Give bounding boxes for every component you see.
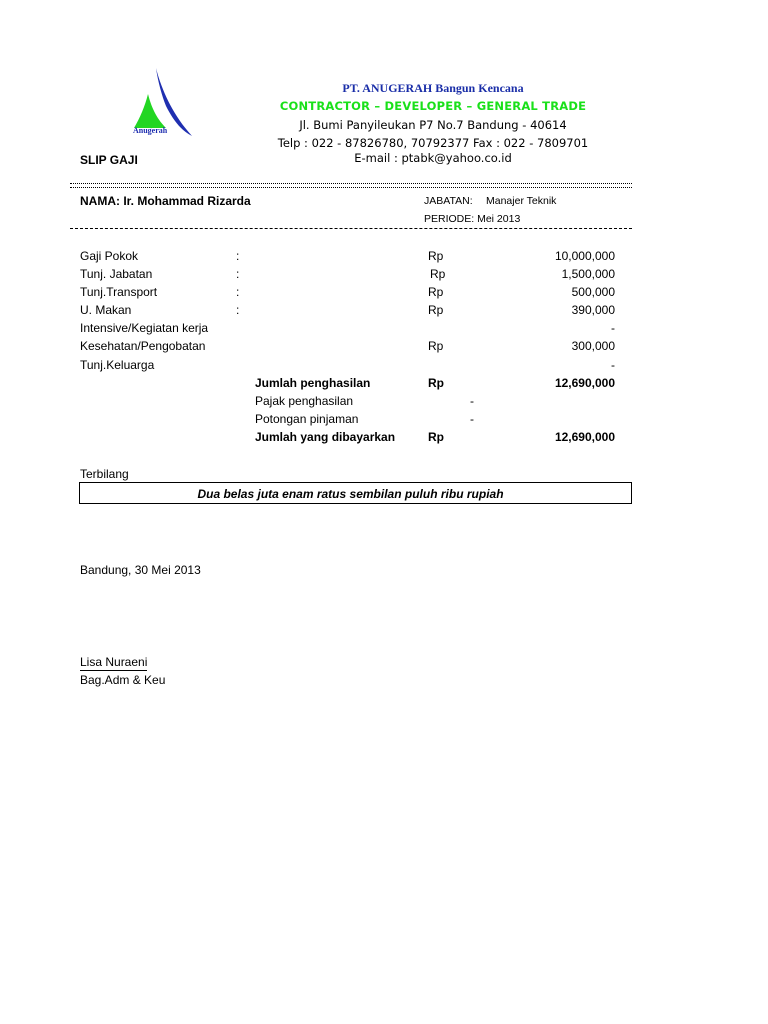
income-label: U. Makan [80,303,132,317]
total-income-amount: 12,690,000 [554,376,615,390]
income-amount: 500,000 [571,285,615,299]
net-pay-label: Jumlah yang dibayarkan [255,430,396,444]
net-pay-currency: Rp [428,430,444,444]
amount-words-label: Terbilang [80,467,129,481]
place-date: Bandung, 30 Mei 2013 [80,563,201,577]
signatory-name: Lisa Nuraeni [80,655,148,669]
signatory-title: Bag.Adm & Keu [80,673,166,687]
position-value: Manajer Teknik [486,195,557,207]
income-colon: : [236,303,240,317]
income-currency: Rp [430,267,446,281]
net-pay-amount: 12,690,000 [554,430,615,444]
income-label: Gaji Pokok [80,249,139,263]
income-amount: - [611,358,615,372]
company-email: E-mail : ptabk@yahoo.co.id [354,151,512,165]
position-label: JABATAN: [424,195,473,207]
company-tagline: CONTRACTOR – DEVELOPER – GENERAL TRADE [279,99,587,113]
income-amount: 390,000 [571,303,615,317]
loan-value: - [470,412,474,426]
header-divider-top [70,183,632,184]
company-name: PT. ANUGERAH Bangun Kencana [342,81,524,95]
loan-label: Potongan pinjaman [255,412,359,426]
amount-words-box [79,482,632,504]
income-label: Tunj. Jabatan [80,267,153,281]
total-income-currency: Rp [428,376,444,390]
income-label: Tunj.Keluarga [80,358,155,372]
income-currency: Rp [428,249,444,263]
company-logo [128,66,198,142]
income-currency: Rp [428,339,444,353]
company-address: Jl. Bumi Panyileukan P7 No.7 Bandung - 40614 [299,118,567,132]
period: PERIODE: Mei 2013 [424,213,521,225]
income-colon: : [236,267,240,281]
amount-words: Dua belas juta enam ratus sembilan puluh ribu rupiah [197,487,504,501]
tax-value: - [470,394,474,408]
income-label: Intensive/Kegiatan kerja [80,321,209,335]
info-divider [70,228,632,229]
income-amount: 300,000 [571,339,615,353]
income-amount: - [611,321,615,335]
logo-text: Anugerah [133,126,168,135]
income-label: Tunj.Transport [80,285,158,299]
income-colon: : [236,285,240,299]
document-title: SLIP GAJI [80,153,138,167]
company-phone: Telp : 022 - 87826780, 70792377 Fax : 022 - 7809701 [277,136,589,150]
header-divider-bottom [70,187,632,188]
income-colon: : [236,249,240,263]
income-label: Kesehatan/Pengobatan [80,339,206,353]
total-income-label: Jumlah penghasilan [255,376,371,390]
employee-name: NAMA: Ir. Mohammad Rizarda [80,194,251,208]
income-amount: 10,000,000 [554,249,615,263]
income-currency: Rp [428,303,444,317]
income-amount: 1,500,000 [561,267,615,281]
tax-label: Pajak penghasilan [255,394,354,408]
income-currency: Rp [428,285,444,299]
